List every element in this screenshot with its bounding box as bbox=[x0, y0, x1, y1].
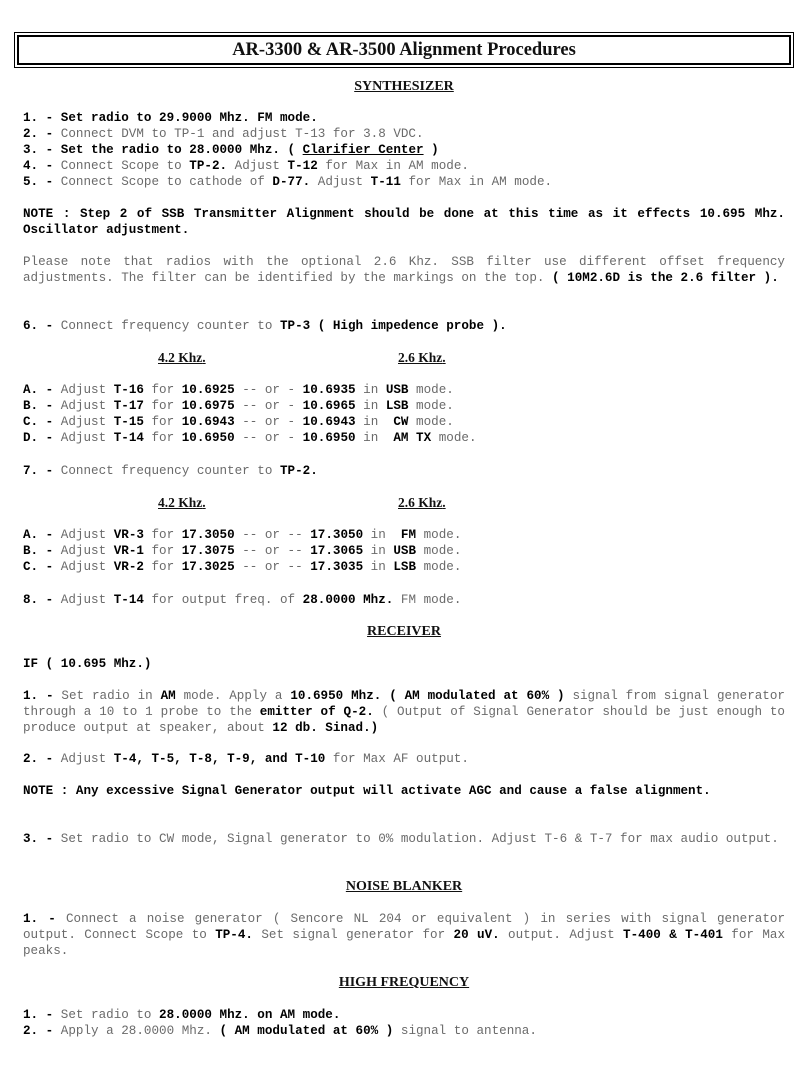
synth-step-1: 1. - Set radio to 29.9000 Mhz. FM mode. bbox=[23, 111, 318, 125]
synth-note: NOTE : Step 2 of SSB Transmitter Alignment should be done at this time as it effects 10.695 Mhz. Oscillator adjustment. bbox=[23, 207, 785, 237]
alignment-row: A. - Adjust VR-3 for 17.3050 -- or -- 17.3050 in FM mode. bbox=[23, 528, 462, 542]
hf-step-2: 2. - Apply a 28.0000 Mhz. ( AM modulated at 60% ) signal to antenna. bbox=[23, 1024, 537, 1038]
alignment-row: D. - Adjust T-14 for 10.6950 -- or - 10.6950 in AM TX mode. bbox=[23, 431, 477, 445]
synth-step-3: 3. - Set the radio to 28.0000 Mhz. ( Clarifier Center ) bbox=[23, 143, 439, 157]
alignment-row: A. - Adjust T-16 for 10.6925 -- or - 10.6935 in USB mode. bbox=[23, 383, 454, 397]
synth-step-2: 2. - Connect DVM to TP-1 and adjust T-13 for 3.8 VDC. bbox=[23, 127, 424, 141]
col-header-4-2-khz-2: 4.2 Khz. bbox=[158, 495, 206, 510]
receiver-note: NOTE : Any excessive Signal Generator output will activate AGC and cause a false alignment. bbox=[23, 784, 711, 798]
col-header-2-6-khz-2: 2.6 Khz. bbox=[398, 495, 446, 510]
alignment-row: B. - Adjust VR-1 for 17.3075 -- or -- 17.3065 in USB mode. bbox=[23, 544, 462, 558]
synth-step-6: 6. - Connect frequency counter to TP-3 ( High impedence probe ). bbox=[23, 319, 507, 333]
section-heading-noise-blanker: NOISE BLANKER bbox=[345, 879, 463, 894]
alignment-row: B. - Adjust T-17 for 10.6975 -- or - 10.6965 in LSB mode. bbox=[23, 399, 454, 413]
receiver-if-heading: IF ( 10.695 Mhz.) bbox=[23, 657, 152, 671]
col-header-4-2-khz: 4.2 Khz. bbox=[158, 350, 206, 365]
col-header-2-6-khz: 2.6 Khz. bbox=[398, 350, 446, 365]
page-title: AR-3300 & AR-3500 Alignment Procedures bbox=[17, 35, 791, 65]
synth-step-7: 7. - Connect frequency counter to TP-2. bbox=[23, 464, 318, 478]
section-heading-receiver: RECEIVER bbox=[367, 624, 441, 639]
synth-step-5: 5. - Connect Scope to cathode of D-77. Adjust T-11 for Max in AM mode. bbox=[23, 175, 553, 189]
receiver-step-3: 3. - Set radio to CW mode, Signal generator to 0% modulation. Adjust T-6 & T-7 for max audio output. bbox=[23, 832, 779, 846]
alignment-row: C. - Adjust VR-2 for 17.3025 -- or -- 17.3035 in LSB mode. bbox=[23, 560, 462, 574]
noise-step-1: 1. - Connect a noise generator ( Sencore NL 204 or equivalent ) in series with signal generator output. Connect Scope to TP-4. Set signal generator for 20 uV. output. Adjust T-400 & T-401 for Max peaks. bbox=[23, 912, 786, 958]
synth-step-8: 8. - Adjust T-14 for output freq. of 28.0000 Mhz. FM mode. bbox=[23, 593, 462, 607]
receiver-step-1: 1. - Set radio in AM mode. Apply a 10.6950 Mhz. ( AM modulated at 60% ) signal from signal generator through a 10 to 1 probe to the emitter of Q-2. ( Output of Signal Generator should be just enough to produce output at speaker, about 12 db. Sinad.) bbox=[23, 689, 785, 735]
synth-step-4: 4. - Connect Scope to TP-2. Adjust T-12 for Max in AM mode. bbox=[23, 159, 469, 173]
hf-step-1: 1. - Set radio to 28.0000 Mhz. on AM mode. bbox=[23, 1008, 341, 1022]
receiver-step-2: 2. - Adjust T-4, T-5, T-8, T-9, and T-10 for Max AF output. bbox=[23, 752, 469, 766]
section-heading-high-frequency: HIGH FREQUENCY bbox=[338, 975, 470, 990]
section-heading-synthesizer: SYNTHESIZER bbox=[354, 79, 454, 94]
alignment-row: C. - Adjust T-15 for 10.6943 -- or - 10.6943 in CW mode. bbox=[23, 415, 454, 429]
synth-filter-note: Please note that radios with the optional 2.6 Khz. SSB filter use different offset frequency adjustments. The filter can be identified by the markings on the top. ( 10M2.6D is the 2.6 filter ). bbox=[23, 255, 785, 285]
